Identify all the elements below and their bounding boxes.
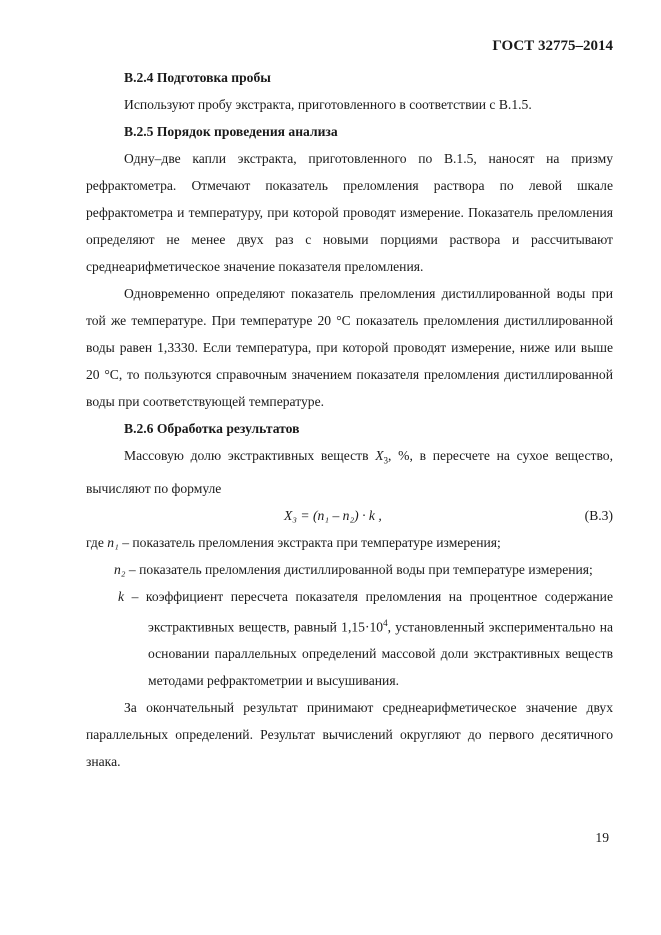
definition-n2 (86, 556, 613, 583)
para-text-b: , %, в пересчете на сухое вещество, вычисляют по формуле (86, 448, 613, 496)
definition-n2-text: – показатель преломления дистиллированной воды при температуре измерения; (125, 561, 593, 577)
section-b25-title: В.2.5 Порядок проведения анализа (124, 124, 338, 139)
standard-header: ГОСТ 32775–2014 (492, 38, 613, 54)
para-text-a: Массовую долю экстрактивных веществ (124, 448, 376, 463)
where-label: где (86, 534, 104, 550)
formula-b3 (86, 502, 613, 529)
section-b26-title: В.2.6 Обработка результатов (124, 421, 300, 436)
section-b25-paragraph-1: Одну–две капли экстракта, приготовленного по В.1.5, наносят на призму рефрактометра. Отмечают показатель преломления раствора по левой шкале рефрактометра и температуру, при которой проводят измерение. Показатель преломления определяют не менее двух раз с новыми порциями раствора и рассчитывают среднеарифметическое значение показателя преломления. (86, 151, 613, 274)
document-body (86, 64, 613, 775)
final-paragraph: За окончательный результат принимают среднеарифметическое значение двух параллельных определений. Результат вычислений округляют до первого десятичного знака. (86, 700, 613, 770)
section-b24-text: Используют пробу экстракта, приготовленного в соответствии с В.1.5. (124, 97, 532, 112)
section-b24-title: В.2.4 Подготовка пробы (124, 70, 271, 85)
formula-number: (В.3) (584, 507, 613, 523)
symbol-k: k (118, 588, 125, 604)
definition-k (86, 583, 613, 695)
variable-x: X (375, 448, 384, 463)
variable-x-subscript: 3 (383, 455, 389, 466)
definition-n1-text: – показатель преломления экстракта при температуре измерения; (118, 534, 501, 550)
definition-k-text: – коэффициент пересчета показателя преломления на процентное содержание экстрактивных веществ, равный 1,15·10 (124, 588, 613, 635)
page-number: 19 (595, 830, 609, 845)
symbol-n2: n₂ (114, 561, 126, 577)
definition-n1 (86, 529, 613, 556)
definition-k-exponent: 4 (383, 617, 388, 628)
definition-k-text-2: , установленный экспериментально на основании параллельных определений массовой доли экстрактивных веществ методами рефрактометрии и высушивания. (148, 619, 614, 689)
formula-expression: X₃ = (n₁ – n₂) · k , (284, 507, 382, 523)
section-b26-paragraph-1 (86, 442, 613, 502)
symbol-n1: n₁ (107, 534, 119, 550)
section-b25-paragraph-2: Одновременно определяют показатель преломления дистиллированной воды при той же температуре. При температуре 20 °С показатель преломления дистиллированной воды равен 1,3330. Если температура, при которой проводят измерение, ниже или выше 20 °С, то пользуются справочным значением показателя преломления дистиллированной воды при соответствующей температуре. (86, 286, 613, 409)
